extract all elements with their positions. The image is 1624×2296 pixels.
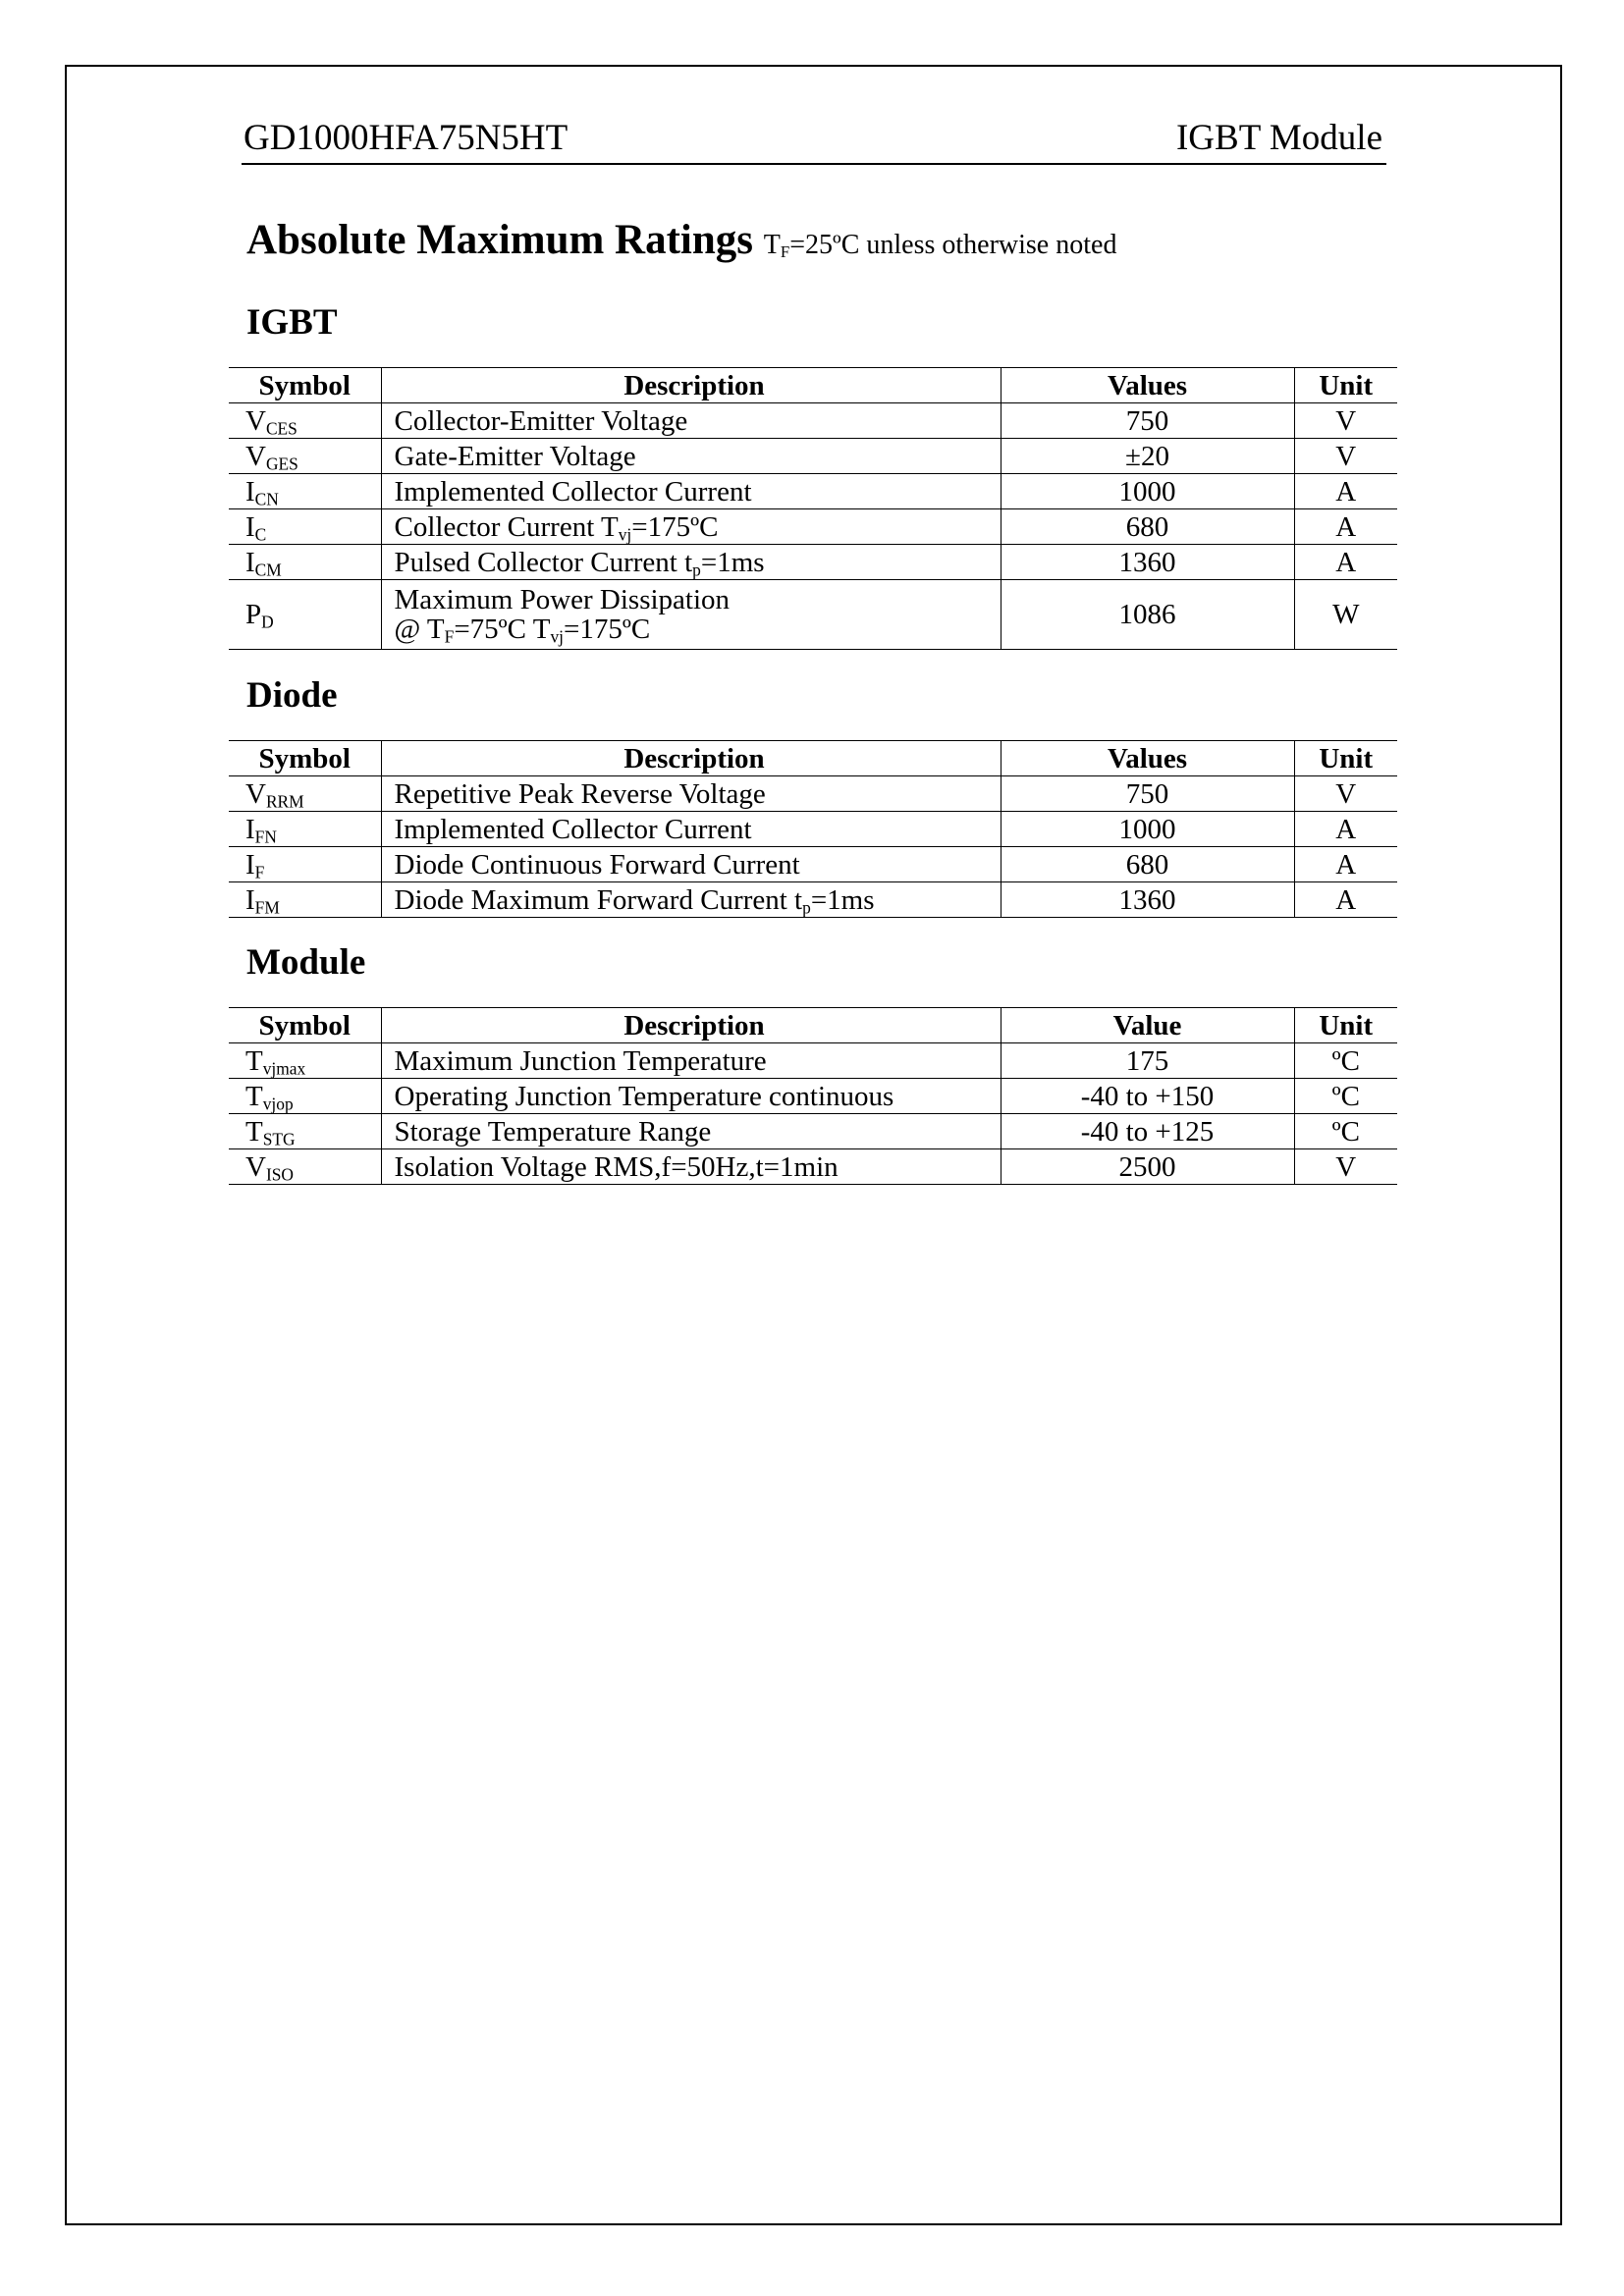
symbol-cell: $T_{STG}$ [229, 1114, 381, 1149]
unit-cell: V [1294, 439, 1397, 474]
table-row [229, 580, 1397, 650]
value-cell: 175 [1001, 1043, 1294, 1079]
igbt-table [229, 367, 1397, 650]
col-header-values: Value [1001, 1008, 1294, 1043]
symbol-cell: $I_{CN}$ [229, 474, 381, 509]
product-name: IGBT Module [1175, 118, 1382, 158]
col-header-unit: Unit [1294, 741, 1397, 776]
table-row [229, 1043, 1397, 1079]
description-cell: Operating Junction Temperature continuous [381, 1079, 1001, 1114]
value-cell: 1360 [1001, 882, 1294, 918]
col-header-description: Description [381, 741, 1001, 776]
title-condition: $T_F=25ºC$ unless otherwise noted [763, 230, 1117, 262]
col-header-description: Description [381, 1008, 1001, 1043]
description-cell: Isolation Voltage RMS,f=50Hz,t=1min [381, 1149, 1001, 1185]
unit-cell: A [1294, 474, 1397, 509]
col-header-values: Values [1001, 368, 1294, 403]
table-row [229, 439, 1397, 474]
value-cell: 750 [1001, 776, 1294, 812]
table-row [229, 545, 1397, 580]
symbol-cell: $V_{ISO}$ [229, 1149, 381, 1185]
table-row [229, 474, 1397, 509]
unit-cell: W [1294, 580, 1397, 650]
section-title-igbt: IGBT [246, 302, 338, 343]
unit-cell: V [1294, 1149, 1397, 1185]
symbol-cell: $V_{CES}$ [229, 403, 381, 439]
col-header-symbol: Symbol [229, 1008, 381, 1043]
symbol-cell: $I_{FM}$ [229, 882, 381, 918]
col-header-unit: Unit [1294, 1008, 1397, 1043]
value-cell: 1360 [1001, 545, 1294, 580]
unit-cell: V [1294, 403, 1397, 439]
module-table [229, 1007, 1397, 1185]
col-header-symbol: Symbol [229, 368, 381, 403]
table-row [229, 847, 1397, 882]
unit-cell: ºC [1294, 1079, 1397, 1114]
value-cell: 680 [1001, 847, 1294, 882]
description-cell: Maximum Junction Temperature [381, 1043, 1001, 1079]
unit-cell: A [1294, 812, 1397, 847]
unit-cell: ºC [1294, 1043, 1397, 1079]
value-cell: 680 [1001, 509, 1294, 545]
value-cell: 1086 [1001, 580, 1294, 650]
value-cell: 1000 [1001, 474, 1294, 509]
value-cell: 750 [1001, 403, 1294, 439]
unit-cell: A [1294, 509, 1397, 545]
description-cell: Repetitive Peak Reverse Voltage [381, 776, 1001, 812]
value-cell: ±20 [1001, 439, 1294, 474]
description-cell: Diode Continuous Forward Current [381, 847, 1001, 882]
description-cell: Implemented Collector Current [381, 812, 1001, 847]
description-cell: Maximum Power Dissipation @ $T_F=75ºC$ $T_{vj}=175ºC$ [381, 580, 1001, 650]
value-cell: -40 to +125 [1001, 1114, 1294, 1149]
unit-cell: A [1294, 545, 1397, 580]
title-text: Absolute Maximum Ratings [246, 217, 754, 263]
col-header-values: Values [1001, 741, 1294, 776]
table-header-row [229, 368, 1397, 403]
symbol-cell: $I_F$ [229, 847, 381, 882]
description-cell: Implemented Collector Current [381, 474, 1001, 509]
table-header-row [229, 1008, 1397, 1043]
col-header-description: Description [381, 368, 1001, 403]
unit-cell: ºC [1294, 1114, 1397, 1149]
table-row [229, 882, 1397, 918]
table-row [229, 776, 1397, 812]
value-cell: 2500 [1001, 1149, 1294, 1185]
description-cell: Collector Current $T_{vj}=175ºC$ [381, 509, 1001, 545]
table-row [229, 1079, 1397, 1114]
unit-cell: A [1294, 882, 1397, 918]
table-row [229, 812, 1397, 847]
table-header-row [229, 741, 1397, 776]
symbol-cell: $I_{CM}$ [229, 545, 381, 580]
symbol-cell: $I_{FN}$ [229, 812, 381, 847]
table-row [229, 403, 1397, 439]
table-row [229, 1149, 1397, 1185]
value-cell: -40 to +150 [1001, 1079, 1294, 1114]
section-title-diode: Diode [246, 675, 338, 716]
part-number: GD1000HFA75N5HT [244, 118, 568, 158]
description-cell: Gate-Emitter Voltage [381, 439, 1001, 474]
symbol-cell: $P_D$ [229, 580, 381, 650]
page-header [242, 116, 1386, 165]
diode-table [229, 740, 1397, 918]
symbol-cell: $V_{GES}$ [229, 439, 381, 474]
symbol-cell: $T_{vjop}$ [229, 1079, 381, 1114]
description-cell: Diode Maximum Forward Current $t_p=1ms$ [381, 882, 1001, 918]
symbol-cell: $I_C$ [229, 509, 381, 545]
description-cell: Collector-Emitter Voltage [381, 403, 1001, 439]
col-header-symbol: Symbol [229, 741, 381, 776]
table-row [229, 509, 1397, 545]
symbol-cell: $T_{vjmax}$ [229, 1043, 381, 1079]
page-title [246, 216, 1116, 264]
section-title-module: Module [246, 942, 366, 983]
col-header-unit: Unit [1294, 368, 1397, 403]
description-cell: Pulsed Collector Current $t_p=1ms$ [381, 545, 1001, 580]
value-cell: 1000 [1001, 812, 1294, 847]
table-row [229, 1114, 1397, 1149]
unit-cell: V [1294, 776, 1397, 812]
description-cell: Storage Temperature Range [381, 1114, 1001, 1149]
symbol-cell: $V_{RRM}$ [229, 776, 381, 812]
unit-cell: A [1294, 847, 1397, 882]
